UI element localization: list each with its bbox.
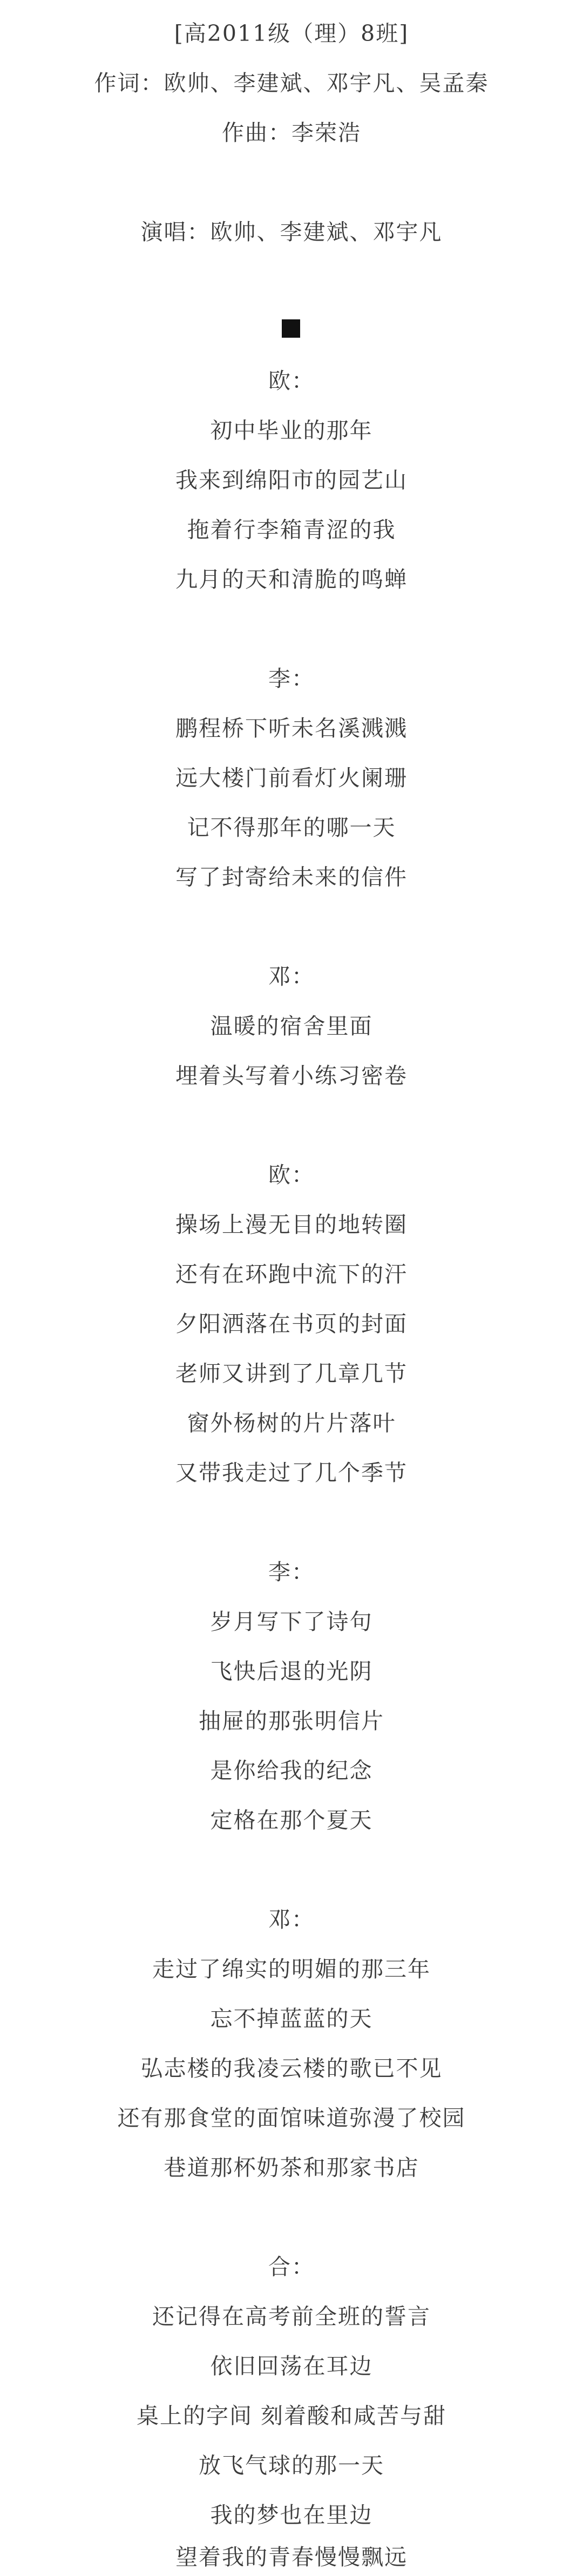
lyric-line: 定格在那个夏天 bbox=[210, 1807, 373, 1833]
lyric-line: 我来到绵阳市的园艺山 bbox=[175, 467, 408, 493]
lyric-line: 远大楼门前看灯火阑珊 bbox=[175, 765, 408, 791]
class-line: [高2011级（理）8班] bbox=[174, 21, 409, 46]
lyric-line: 还有那食堂的面馆味道弥漫了校园 bbox=[117, 2105, 466, 2131]
lyric-line: 埋着头写着小练习密卷 bbox=[175, 1063, 408, 1089]
lyric-line: 初中毕业的那年 bbox=[210, 418, 373, 443]
lyric-line: 夕阳洒落在书页的封面 bbox=[175, 1311, 408, 1337]
lyric-line: 巷道那杯奶茶和那家书店 bbox=[164, 2155, 419, 2181]
lyric-line: 写了封寄给未来的信件 bbox=[175, 864, 408, 890]
lyric-line: 桌上的字间 刻着酸和咸苦与甜 bbox=[136, 2403, 447, 2429]
lyric-line: 九月的天和清脆的鸣蝉 bbox=[175, 566, 408, 592]
lyric-line: 抽屉的那张明信片 bbox=[199, 1708, 384, 1734]
lyric-line: 窗外杨树的片片落叶 bbox=[187, 1410, 396, 1436]
lyric-line: 走过了绵实的明媚的那三年 bbox=[152, 1956, 431, 1982]
speaker-label: 李： bbox=[268, 666, 315, 692]
speaker-label: 邓： bbox=[268, 1907, 315, 1932]
speaker-label: 欧： bbox=[268, 1162, 315, 1188]
lyric-line: 飞快后退的光阴 bbox=[210, 1658, 373, 1684]
lyric-line: 忘不掉蓝蓝的天 bbox=[210, 2006, 373, 2032]
lyric-line: 操场上漫无目的地转圈 bbox=[175, 1212, 408, 1238]
lyric-line: 依旧回荡在耳边 bbox=[210, 2353, 373, 2379]
lyric-line: 是你给我的纪念 bbox=[210, 1758, 373, 1784]
lyric-line: 望着我的青春慢慢飘远 bbox=[175, 2544, 408, 2570]
lyric-line: 拖着行李箱青涩的我 bbox=[187, 517, 396, 543]
composer-credit: 作曲：李荣浩 bbox=[222, 120, 361, 146]
section-divider-square bbox=[282, 319, 300, 338]
singers-credit: 演唱：欧帅、李建斌、邓宇凡 bbox=[140, 219, 443, 245]
lyricist-credit: 作词：欧帅、李建斌、邓宇凡、吴孟秦 bbox=[94, 70, 489, 96]
lyric-line: 记不得那年的哪一天 bbox=[187, 815, 396, 841]
lyric-line: 还有在环跑中流下的汗 bbox=[175, 1261, 408, 1287]
lyric-line: 还记得在高考前全班的誓言 bbox=[152, 2304, 431, 2329]
lyric-line: 放飞气球的那一天 bbox=[199, 2452, 384, 2478]
lyric-line: 温暖的宿舍里面 bbox=[210, 1013, 373, 1039]
lyric-line: 弘志楼的我凌云楼的歌已不见 bbox=[140, 2055, 443, 2081]
speaker-label: 合： bbox=[268, 2254, 315, 2280]
speaker-label: 欧： bbox=[268, 368, 315, 394]
lyric-line: 鹏程桥下听未名溪溅溅 bbox=[175, 715, 408, 741]
lyric-line: 老师又讲到了几章几节 bbox=[175, 1361, 408, 1386]
lyric-line: 又带我走过了几个季节 bbox=[175, 1460, 408, 1486]
lyric-line: 岁月写下了诗句 bbox=[210, 1609, 373, 1635]
speaker-label: 李： bbox=[268, 1559, 315, 1585]
lyric-line: 我的梦也在里边 bbox=[210, 2502, 373, 2528]
speaker-label: 邓： bbox=[268, 964, 315, 989]
